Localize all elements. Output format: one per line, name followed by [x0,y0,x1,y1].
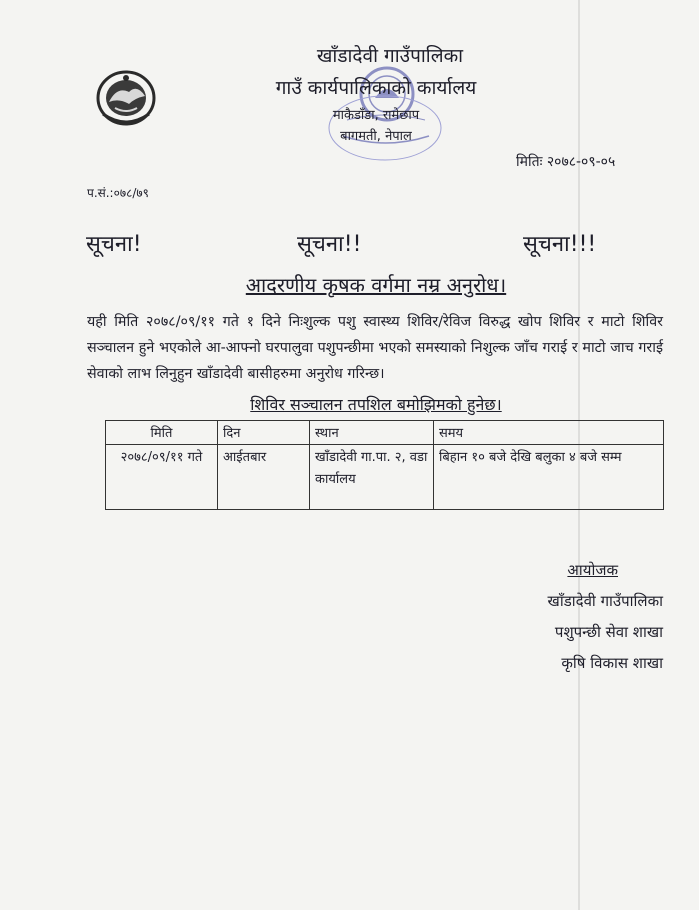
organizer-heading: आयोजक [567,561,618,579]
notice-heading-1: सूचना! [86,232,142,257]
office-location-line1: माकैडाँडा, रामेछाप [332,108,420,123]
notice-body: यही मिति २०७८/०९/११ गते १ दिने निःशुल्क पशु स्वास्थ्य शिविर/रेविज विरुद्ध खोप शिविर र माटो शिविर सञ्चालन हुने भएकोले आ-आफ्नो घरपालुवा पशुपन्छीमा भएको समस्याको निशुल्क जाँच गराई र माटो जाच गराई सेवाको लाभ लिनुहुन खाँडादेवी बासीहरुमा अनुरोध गरिन्छ। [87,314,663,382]
schedule-header-row [106,421,664,445]
header-date: मिति [106,421,218,445]
notice-subtitle: आदरणीय कृषक वर्गमा नम्र अनुरोध। [245,273,507,297]
organizer-line-3: कृषि विकास शाखा [561,654,663,672]
cell-place: खाँडादेवी गा.पा. २, वडा कार्यालय [310,445,434,510]
header-time: समय [434,421,664,445]
organizer-line-1: खाँडादेवी गाउँपालिका [547,592,663,610]
reference-number: प.सं.:०७८/७९ [87,186,149,200]
schedule-table [105,420,664,510]
header-place: स्थान [310,421,434,445]
cell-day: आईतबार [218,445,310,510]
office-location-line2: बागमती, नेपाल [340,129,412,144]
schedule-table-title: शिविर सञ्चालन तपशिल बमोझिमको हुनेछ। [250,395,502,414]
notice-heading-2: सूचना!! [297,232,362,257]
notice-heading-3: सूचना!!! [523,232,597,257]
header-day: दिन [218,421,310,445]
cell-date: २०७८/०९/११ गते [106,445,218,510]
org-name: खाँडादेवी गाउँपालिका [316,45,464,67]
table-row [106,445,664,510]
organizer-line-2: पशुपन्छी सेवा शाखा [554,623,663,641]
document-date: मितिः २०७८-०९-०५ [516,154,616,170]
cell-time: बिहान १० बजे देखि बलुका ४ बजे सम्म [434,445,664,510]
office-name: गाउँ कार्यपालिकाको कार्यालय [275,77,477,99]
